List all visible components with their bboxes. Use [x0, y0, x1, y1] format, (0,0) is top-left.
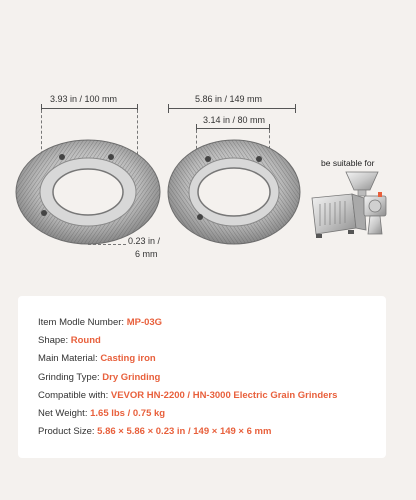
right-outer-line	[168, 108, 296, 109]
spec-row-grinding-type	[38, 372, 160, 383]
burr-disc-right	[162, 135, 318, 247]
spec-value: 1.65 lbs / 0.75 kg	[90, 408, 166, 419]
right-inner-label: 3.14 in / 80 mm	[203, 115, 266, 125]
spec-label: Compatible with:	[38, 390, 111, 401]
spec-row-model	[38, 317, 162, 328]
spec-row-shape	[38, 335, 101, 346]
spec-row-material	[38, 353, 156, 364]
grinder-machine-image	[308, 168, 394, 250]
spec-label: Item Modle Number:	[38, 317, 127, 328]
spec-label: Main Material:	[38, 353, 101, 364]
spec-value: 5.86 × 5.86 × 0.23 in / 149 × 149 × 6 mm	[97, 426, 272, 437]
suitable-label: be suitable for	[321, 158, 375, 168]
spec-label: Product Size:	[38, 426, 98, 437]
left-width-label: 3.93 in / 100 mm	[50, 94, 118, 104]
spec-label: Grinding Type:	[38, 372, 103, 383]
spec-value: Casting iron	[100, 353, 156, 364]
thickness-guide	[88, 244, 126, 245]
right-inner-line	[196, 128, 270, 129]
left-width-line	[41, 108, 138, 109]
burr-disc-left	[10, 135, 166, 247]
spec-value: VEVOR HN-2200 / HN-3000 Electric Grain Grinders	[110, 390, 338, 401]
spec-row-weight	[38, 408, 165, 419]
thickness-label-line2: 6 mm	[135, 249, 158, 259]
right-outer-tick-left	[168, 104, 169, 113]
spec-label: Net Weight:	[38, 408, 91, 419]
right-outer-label: 5.86 in / 149 mm	[195, 94, 263, 104]
spec-value: Round	[70, 335, 101, 346]
thickness-label-line1: 0.23 in /	[128, 236, 161, 246]
spec-value: MP-03G	[126, 317, 163, 328]
spec-label: Shape:	[38, 335, 71, 346]
spec-card	[18, 296, 386, 458]
spec-row-size	[38, 426, 271, 437]
right-outer-tick-right	[295, 104, 296, 113]
spec-value: Dry Grinding	[102, 372, 161, 383]
spec-row-compatible	[38, 390, 337, 401]
